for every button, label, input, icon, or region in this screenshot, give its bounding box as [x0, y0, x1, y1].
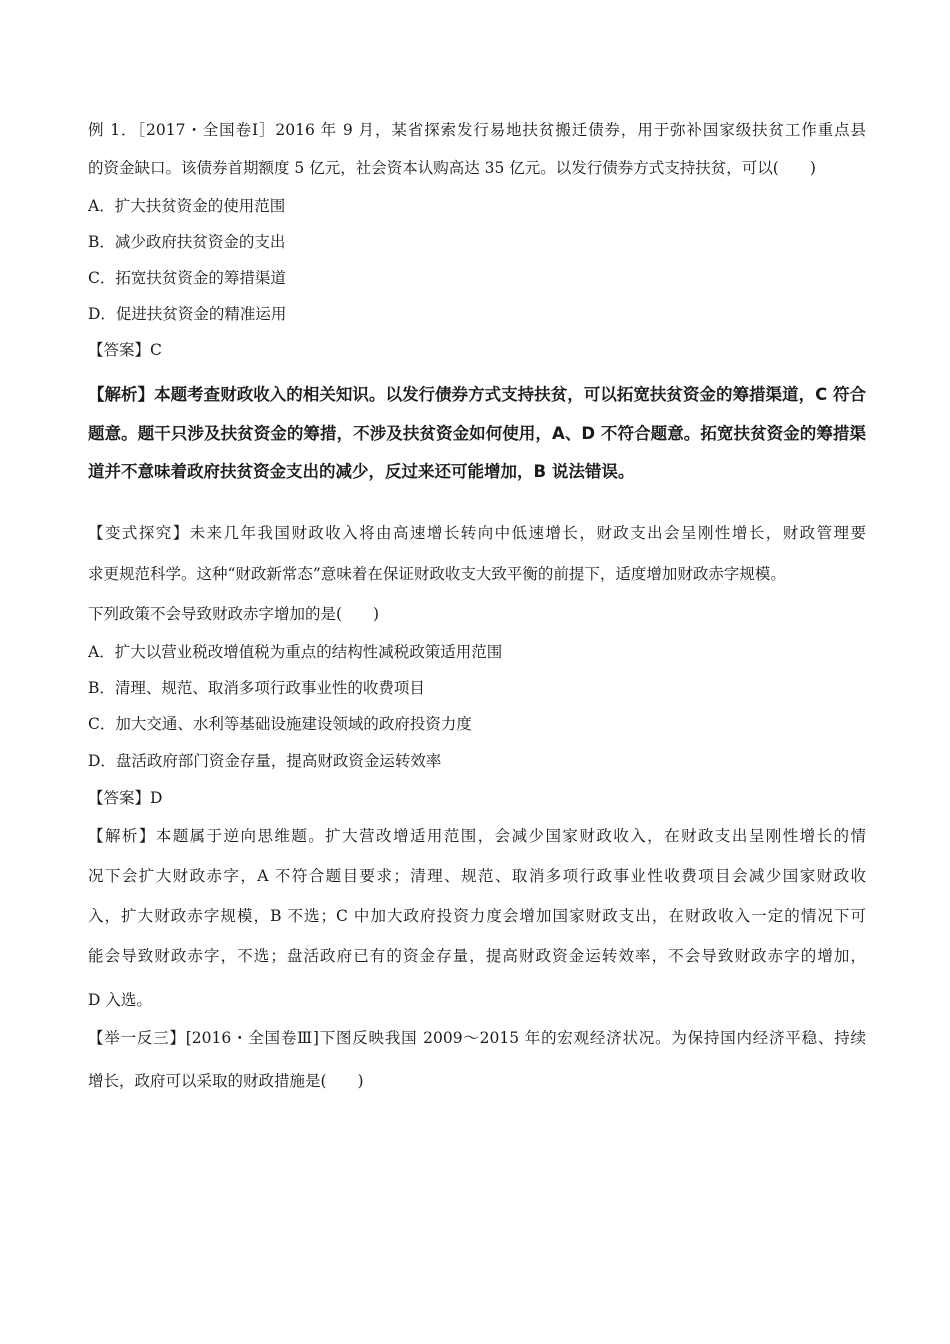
example1-option-d: D．促进扶贫资金的精准运用	[88, 305, 287, 323]
variant-analysis-line-5: D 入选。	[88, 991, 152, 1009]
variant-question-line-3: 下列政策不会导致财政赤字增加的是( )	[88, 605, 380, 623]
example1-analysis-line-2: 题意。题干只涉及扶贫资金的筹措，不涉及扶贫资金如何使用，A、D 不符合题意。拓宽扶贫资金的筹措渠	[88, 424, 866, 443]
example1-answer: 【答案】C	[88, 341, 162, 359]
example1-option-c: C．拓宽扶贫资金的筹措渠道	[88, 269, 286, 287]
example1-analysis-line-3: 道并不意味着政府扶贫资金支出的减少，反过来还可能增加，B 说法错误。	[88, 462, 635, 481]
example1-option-a: A．扩大扶贫资金的使用范围	[88, 197, 286, 215]
variant-question-line-1: 【变式探究】未来几年我国财政收入将由高速增长转向中低速增长，财政支出会呈刚性增长，财政管理要	[88, 524, 866, 542]
variant-analysis-line-2: 况下会扩大财政赤字，A 不符合题目要求；清理、规范、取消多项行政事业性收费项目会减少国家财政收	[88, 867, 866, 885]
variant-option-b: B．清理、规范、取消多项行政事业性的收费项目	[88, 679, 425, 697]
extension-question-line-1: 【举一反三】[2016・全国卷Ⅲ]下图反映我国 2009～2015 年的宏观经济状况。为保持国内经济平稳、持续	[88, 1029, 866, 1047]
variant-option-d: D．盘活政府部门资金存量，提高财政资金运转效率	[88, 752, 442, 770]
variant-option-a: A．扩大以营业税改增值税为重点的结构性减税政策适用范围	[88, 643, 503, 661]
variant-analysis-line-3: 入，扩大财政赤字规模，B 不选；C 中加大政府投资力度会增加国家财政支出，在财政收入一定的情况下可	[88, 907, 866, 925]
variant-answer: 【答案】D	[88, 789, 163, 807]
variant-option-c: C．加大交通、水利等基础设施建设领域的政府投资力度	[88, 715, 472, 733]
example1-analysis-line-1: 【解析】本题考查财政收入的相关知识。以发行债券方式支持扶贫，可以拓宽扶贫资金的筹措渠道，C 符合	[88, 385, 866, 404]
extension-question-line-2: 增长，政府可以采取的财政措施是( )	[88, 1072, 364, 1090]
example1-question-line-2: 的资金缺口。该债券首期额度 5 亿元，社会资本认购高达 35 亿元。以发行债券方式支持扶贫，可以( )	[88, 159, 816, 177]
variant-analysis-line-1: 【解析】本题属于逆向思维题。扩大营改增适用范围，会减少国家财政收入，在财政支出呈刚性增长的情	[88, 827, 866, 845]
example1-question-line-1: 例 1．［2017・全国卷Ⅰ］2016 年 9 月，某省探索发行易地扶贫搬迁债券，用于弥补国家级扶贫工作重点县	[88, 121, 866, 139]
example1-option-b: B．减少政府扶贫资金的支出	[88, 233, 286, 251]
variant-analysis-line-4: 能会导致财政赤字，不选；盘活政府已有的资金存量，提高财政资金运转效率，不会导致财政赤字的增加，	[88, 947, 866, 965]
variant-question-line-2: 求更规范科学。这种“财政新常态”意味着在保证财政收支大致平衡的前提下，适度增加财政赤字规模。	[88, 565, 786, 583]
